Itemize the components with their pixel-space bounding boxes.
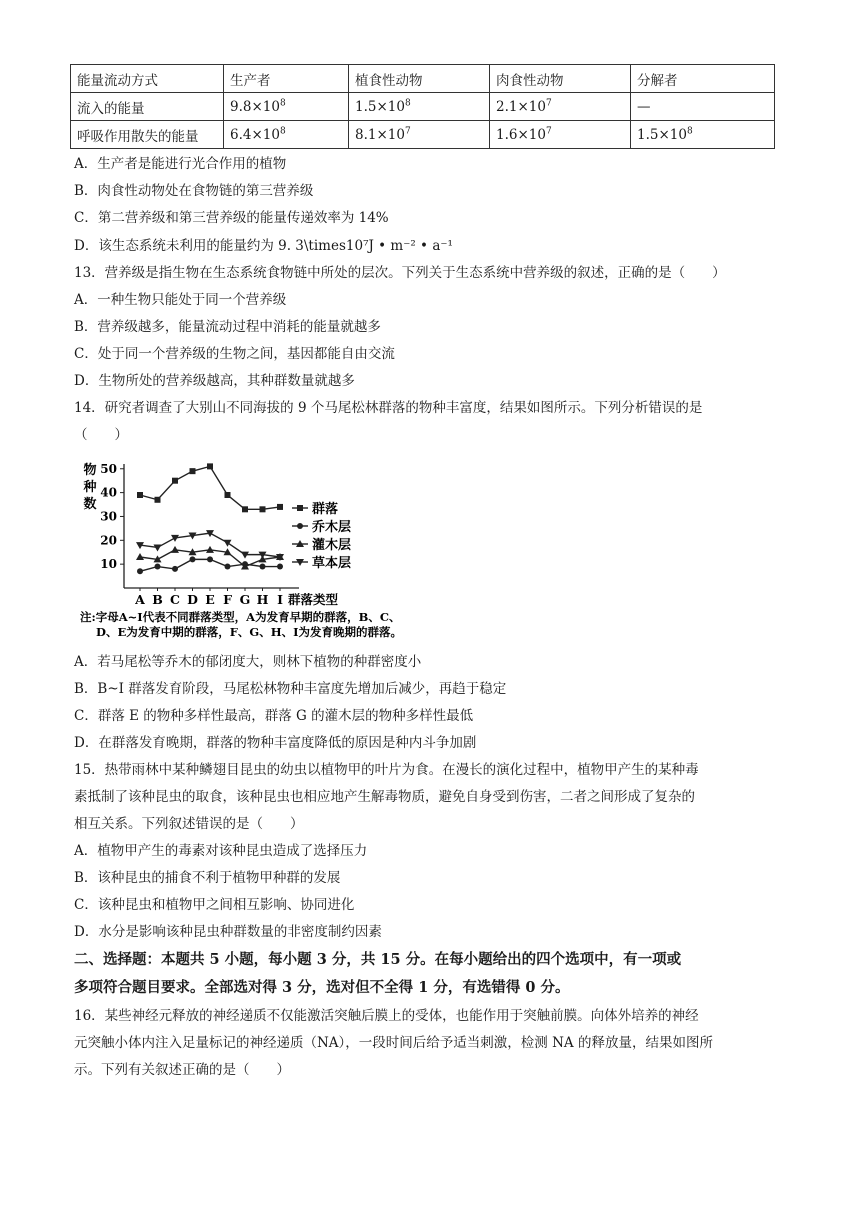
data-point bbox=[172, 478, 178, 484]
y-axis-label-char: 数 bbox=[83, 497, 97, 512]
q15-option-c: C．该种昆虫和植物甲之间相互影响、协同进化 bbox=[74, 897, 355, 913]
data-point bbox=[225, 492, 231, 498]
q12-option-c: C．第二营养级和第三营养级的能量传递效率为 14% bbox=[74, 210, 389, 226]
table-cell: $9.8\times 10^8$ bbox=[224, 93, 349, 121]
data-point bbox=[297, 523, 303, 529]
table-cell: 呼吸作用散失的能量 bbox=[71, 121, 224, 149]
y-tick-label: 10 bbox=[100, 557, 117, 572]
q13-option-d: D．生物所处的营养级越高，其种群数量就越多 bbox=[74, 373, 355, 389]
series-0 bbox=[137, 463, 283, 512]
x-tick-label: C bbox=[170, 592, 180, 607]
chart-note-line1: 注:字母A~I代表不同群落类型，A为发育早期的群落，B、C、 bbox=[80, 610, 401, 624]
section2-heading-line2: 多项符合题目要求。全部选对得 3 分，选对但不全得 1 分，有选错得 0 分。 bbox=[74, 979, 570, 996]
data-point bbox=[155, 497, 161, 503]
x-tick-label: G bbox=[239, 592, 251, 607]
table-header-cell: 肉食性动物 bbox=[490, 65, 631, 93]
data-point bbox=[225, 564, 231, 570]
q16-stem-line2: 元突触小体内注入足量标记的神经递质（NA），一段时间后给予适当刺激，检测 NA 的释放量，结果如图所 bbox=[74, 1035, 713, 1051]
data-point bbox=[154, 544, 162, 551]
table-header-cell: 植食性动物 bbox=[349, 65, 490, 93]
legend-label: 群落 bbox=[312, 502, 339, 517]
chart-note-line2: D、E为发育中期的群落，F、G、H、I为发育晚期的群落。 bbox=[96, 625, 402, 639]
table-header-cell: 能量流动方式 bbox=[71, 65, 224, 93]
data-point bbox=[207, 556, 213, 562]
section2-heading-line1: 二、选择题：本题共 5 小题，每小题 3 分，共 15 分。在每小题给出的四个选项中，有一项或 bbox=[74, 951, 682, 968]
q15-stem-line1: 15．热带雨林中某种鳞翅目昆虫的幼虫以植物甲的叶片为食。在漫长的演化过程中，植物甲产生的某种毒 bbox=[74, 762, 699, 778]
data-point bbox=[171, 546, 179, 553]
data-point bbox=[172, 566, 178, 572]
energy-flow-table bbox=[70, 64, 775, 149]
q13-stem: 13．营养级是指生物在生态系统食物链中所处的层次。下列关于生态系统中营养级的叙述，正确的是（ ） bbox=[74, 265, 726, 281]
data-point bbox=[277, 564, 283, 570]
data-point bbox=[136, 553, 144, 560]
q15-option-d: D．水分是影响该种昆虫种群数量的非密度制约因素 bbox=[74, 924, 382, 940]
q13-option-a: A．一种生物只能处于同一个营养级 bbox=[74, 292, 287, 308]
x-axis-label: 群落类型 bbox=[288, 592, 339, 607]
q14-stem-bracket: （ ） bbox=[74, 427, 128, 443]
x-tick-label: B bbox=[152, 592, 163, 607]
y-axis-label-char: 物 bbox=[83, 463, 97, 478]
q13-option-b: B．营养级越多，能量流动过程中消耗的能量就越多 bbox=[74, 319, 381, 335]
table-row bbox=[71, 121, 775, 149]
table-cell: $6.4\times 10^8$ bbox=[224, 121, 349, 149]
x-tick-label: A bbox=[135, 592, 145, 607]
table-header-cell: 生产者 bbox=[224, 65, 349, 93]
data-point bbox=[207, 463, 213, 469]
table-cell: $8.1\times 10^7$ bbox=[349, 121, 490, 149]
data-point bbox=[190, 556, 196, 562]
series-3 bbox=[136, 530, 284, 561]
data-point bbox=[242, 506, 248, 512]
table-cell: 流入的能量 bbox=[71, 93, 224, 121]
x-tick-label: D bbox=[187, 592, 198, 607]
data-point bbox=[190, 468, 196, 474]
q15-stem-line3: 相互关系。下列叙述错误的是（ ） bbox=[74, 816, 304, 832]
q13-option-c: C．处于同一个营养级的生物之间，基因都能自由交流 bbox=[74, 346, 395, 362]
table-row bbox=[71, 93, 775, 121]
data-point bbox=[260, 564, 266, 570]
data-point bbox=[137, 568, 143, 574]
data-point bbox=[260, 506, 266, 512]
q14-option-d: D．在群落发育晚期，群落的物种丰富度降低的原因是种内斗争加剧 bbox=[74, 735, 477, 751]
q16-stem-line3: 示。下列有关叙述正确的是（ ） bbox=[74, 1062, 290, 1078]
q15-option-b: B．该种昆虫的捕食不利于植物甲种群的发展 bbox=[74, 870, 341, 886]
data-point bbox=[224, 540, 232, 547]
data-point bbox=[277, 504, 283, 510]
y-tick-label: 40 bbox=[100, 485, 117, 500]
table-cell: — bbox=[631, 93, 775, 121]
y-tick-label: 20 bbox=[100, 533, 117, 548]
data-point bbox=[137, 492, 143, 498]
legend-label: 灌木层 bbox=[312, 538, 352, 553]
legend-label: 草本层 bbox=[312, 556, 352, 571]
q12-option-a: A．生产者是能进行光合作用的植物 bbox=[74, 156, 287, 172]
data-point bbox=[206, 546, 214, 553]
x-tick-label: I bbox=[277, 592, 283, 607]
y-tick-label: 30 bbox=[100, 509, 117, 524]
y-tick-label: 50 bbox=[100, 461, 117, 476]
q14-option-c: C．群落 E 的物种多样性最高，群落 G 的灌木层的物种多样性最低 bbox=[74, 708, 474, 724]
data-point bbox=[171, 535, 179, 542]
q14-option-a: A．若马尾松等乔木的郁闭度大，则林下植物的种群密度小 bbox=[74, 654, 422, 670]
table-cell: $2.1\times 10^7$ bbox=[490, 93, 631, 121]
table-header-row bbox=[71, 65, 775, 93]
table-cell: $1.6\times 10^7$ bbox=[490, 121, 631, 149]
table-header-cell: 分解者 bbox=[631, 65, 775, 93]
data-point bbox=[155, 564, 161, 570]
table-cell: $1.5\times 10^8$ bbox=[349, 93, 490, 121]
legend-label: 乔木层 bbox=[312, 520, 352, 535]
q14-option-b: B．B~I 群落发育阶段，马尾松林物种丰富度先增加后减少，再趋于稳定 bbox=[74, 681, 507, 697]
q12-option-d: D．该生态系统未利用的能量约为 9. 3\times10⁷J • m⁻² • a⁻¹ bbox=[74, 238, 453, 254]
y-axis-label-char: 种 bbox=[83, 480, 97, 495]
q16-stem-line1: 16．某些神经元释放的神经递质不仅能激活突触后膜上的受体，也能作用于突触前膜。向体外培养的神经 bbox=[74, 1008, 699, 1024]
x-tick-label: E bbox=[205, 592, 215, 607]
chart-series bbox=[136, 463, 284, 574]
species-richness-chart bbox=[74, 456, 474, 642]
x-tick-label: F bbox=[223, 592, 232, 607]
data-point bbox=[297, 505, 303, 511]
q14-stem: 14．研究者调查了大别山不同海拔的 9 个马尾松林群落的物种丰富度，结果如图所示。下列分析错误的是 bbox=[74, 400, 703, 416]
q12-option-b: B．肉食性动物处在食物链的第三营养级 bbox=[74, 183, 314, 199]
q15-option-a: A．植物甲产生的毒素对该种昆虫造成了选择压力 bbox=[74, 843, 368, 859]
chart-legend bbox=[292, 501, 351, 571]
x-tick-label: H bbox=[256, 592, 269, 607]
series-line bbox=[140, 466, 280, 509]
q15-stem-line2: 素抵制了该种昆虫的取食，该种昆虫也相应地产生解毒物质，避免自身受到伤害，二者之间形成了复杂的 bbox=[74, 789, 695, 805]
table-cell: $1.5\times 10^8$ bbox=[631, 121, 775, 149]
